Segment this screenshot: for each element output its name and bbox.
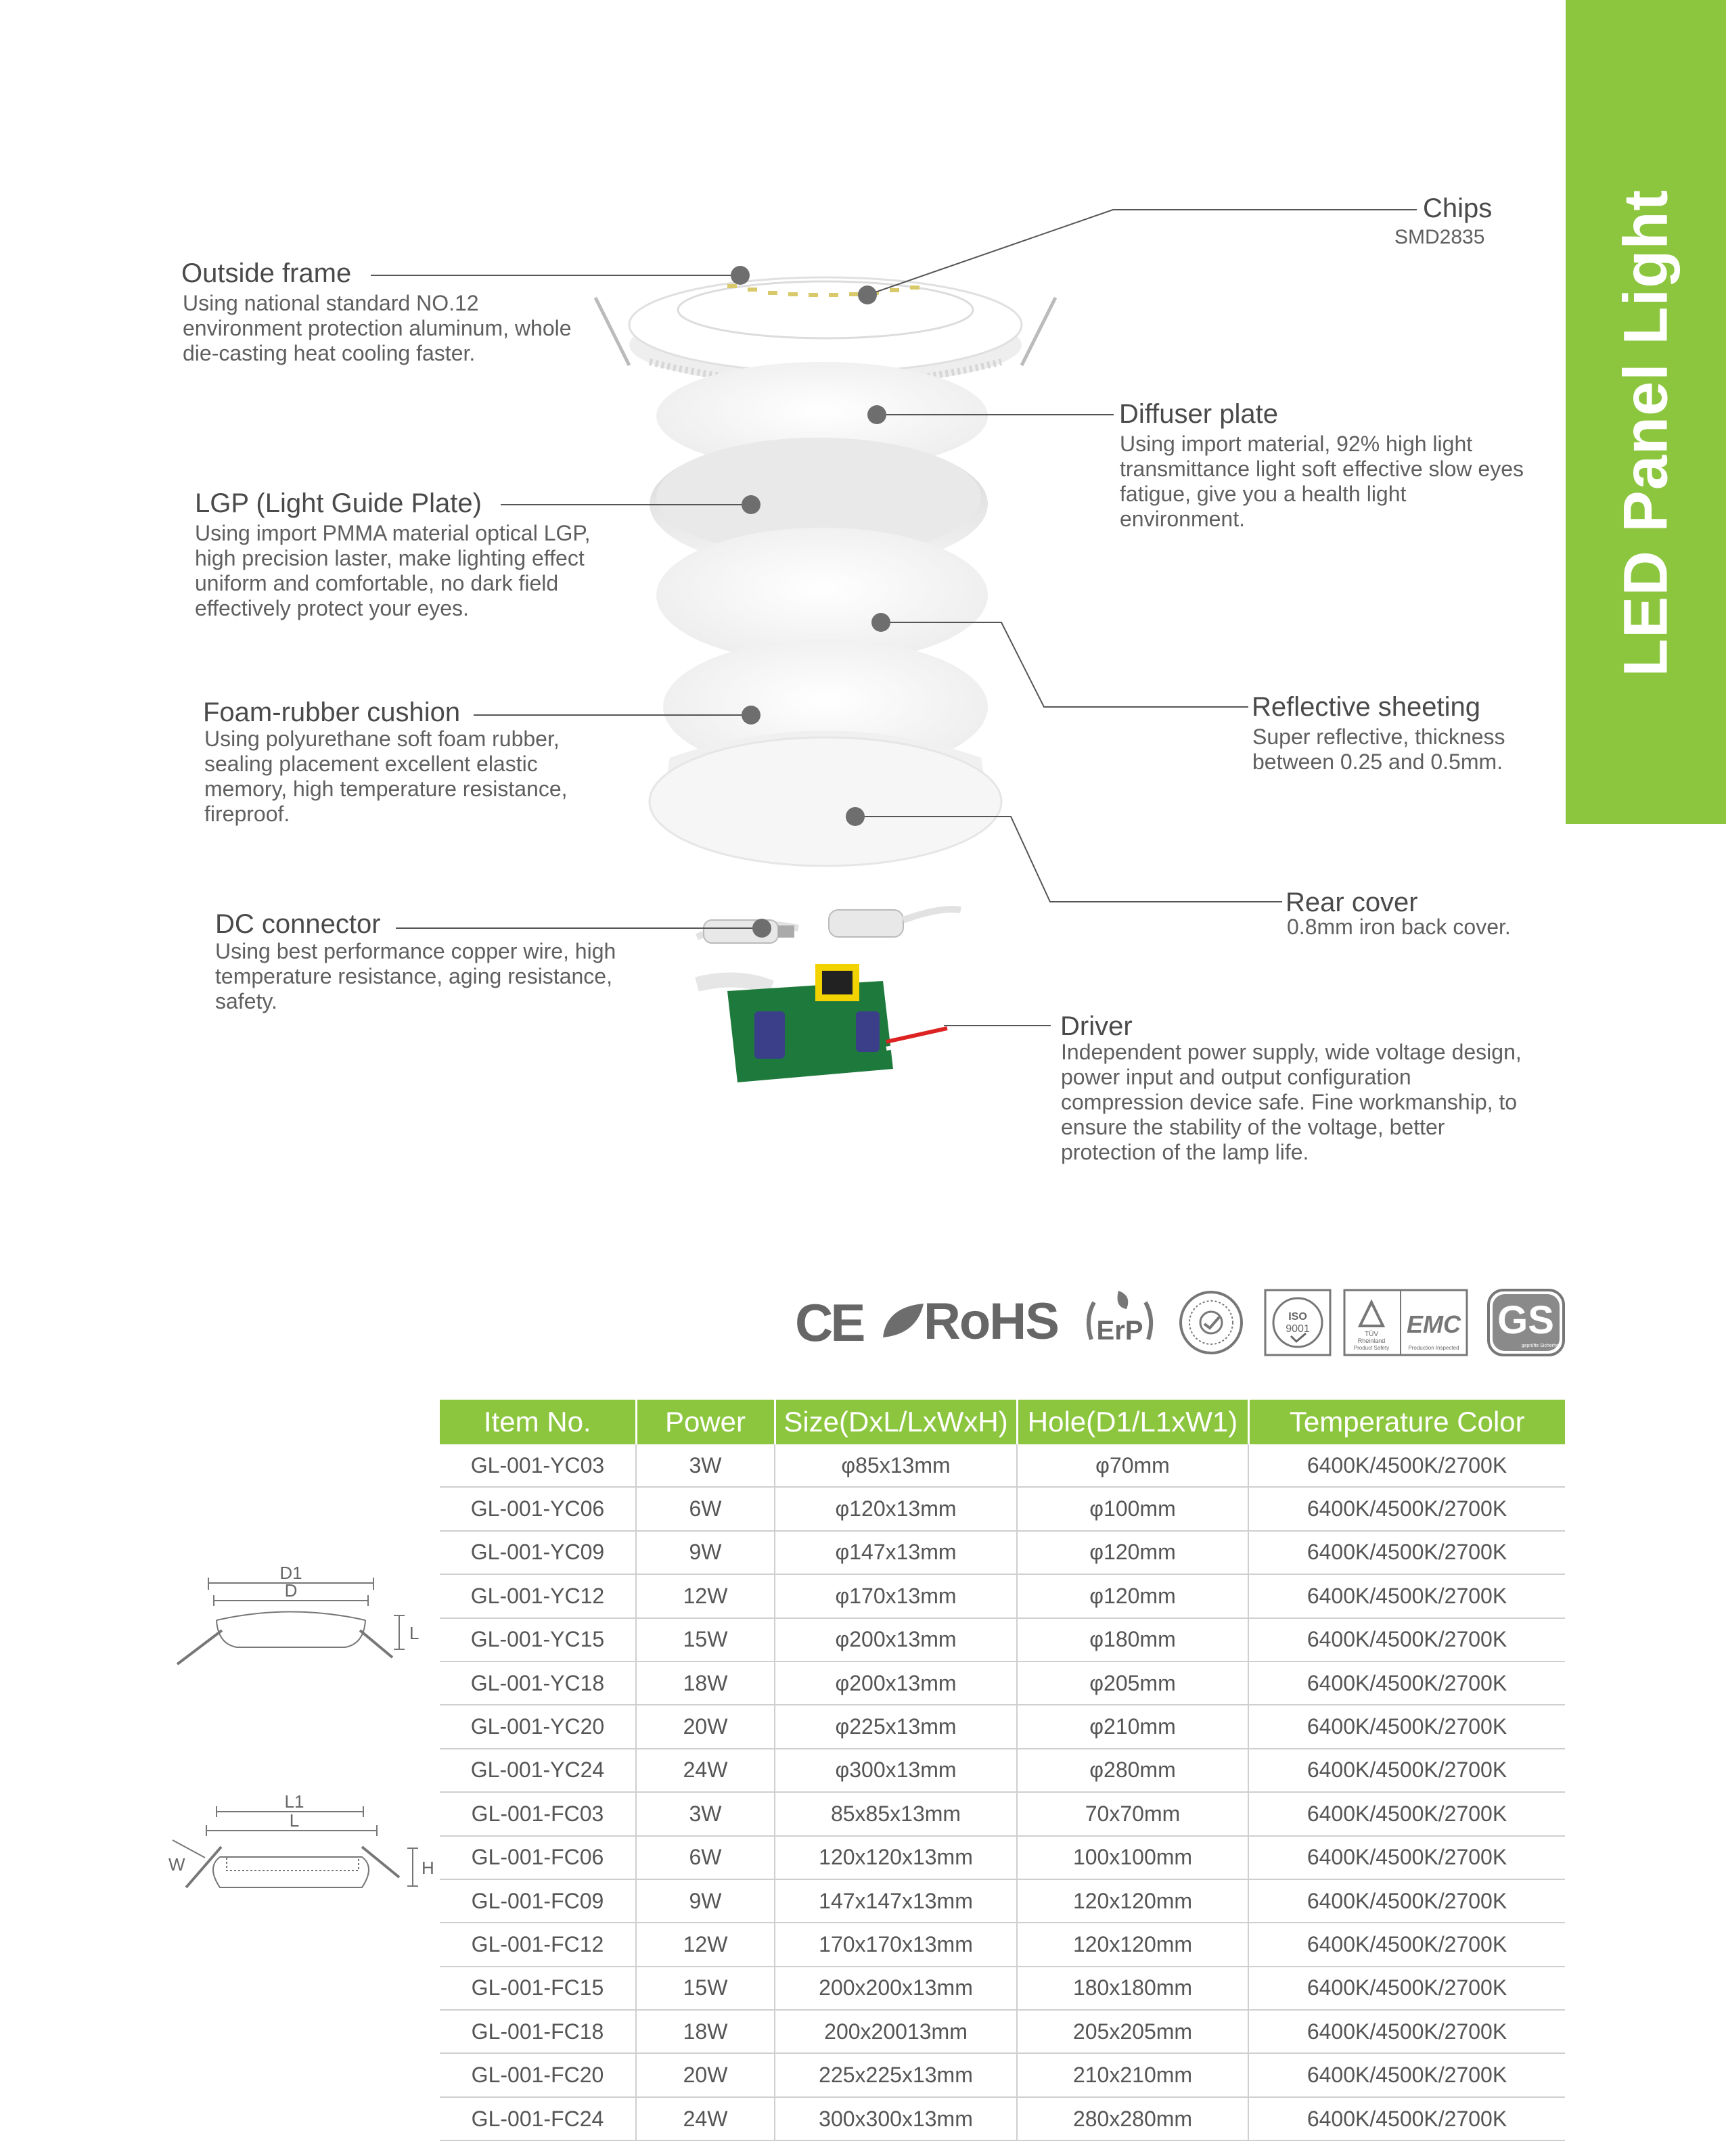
hole-cell: 70x70mm bbox=[1017, 1792, 1248, 1835]
size-cell: φ225x13mm bbox=[775, 1705, 1017, 1748]
power-cell: 18W bbox=[636, 1661, 775, 1705]
chips-title: Chips bbox=[1423, 193, 1493, 223]
rear-cover-part bbox=[650, 731, 1001, 866]
square-w-label: W bbox=[168, 1854, 185, 1875]
hole-cell: 120x120mm bbox=[1017, 1879, 1248, 1923]
item-no-cell: GL-001-YC18 bbox=[440, 1661, 636, 1705]
size-cell: φ200x13mm bbox=[775, 1618, 1017, 1661]
iso-num-text: 9001 bbox=[1286, 1323, 1310, 1335]
iso-9001-logo bbox=[1264, 1289, 1332, 1356]
temperature-cell: 6400K/4500K/2700K bbox=[1248, 1705, 1565, 1748]
item-no-cell: GL-001-FC18 bbox=[440, 2010, 636, 2053]
gs-sub-text: geprüfte Sicherheit bbox=[1521, 1344, 1562, 1348]
size-cell: 200x20013mm bbox=[775, 2010, 1017, 2053]
reflective-desc: Super reflective, thickness between 0.25 and 0.5mm. bbox=[1252, 725, 1505, 774]
header-power: Power bbox=[636, 1400, 775, 1444]
dc-connector-part bbox=[697, 909, 961, 943]
item-no-cell: GL-001-YC20 bbox=[440, 1705, 636, 1748]
rear-cover-title: Rear cover bbox=[1286, 888, 1418, 917]
size-cell: φ147x13mm bbox=[775, 1531, 1017, 1574]
driver-desc: Independent power supply, wide voltage design, power input and output configuration compression device safe. Fine workmanship, to ensure the stability of the voltage, better protection of the lamp life. bbox=[1061, 1040, 1522, 1164]
round-l-label: L bbox=[409, 1623, 419, 1643]
table-row bbox=[440, 1792, 1565, 1835]
lgp-title: LGP (Light Guide Plate) bbox=[195, 488, 482, 518]
item-no-cell: GL-001-YC06 bbox=[440, 1487, 636, 1530]
table-row bbox=[440, 1923, 1565, 1966]
item-no-cell: GL-001-FC15 bbox=[440, 1967, 636, 2010]
hole-cell: φ180mm bbox=[1017, 1618, 1248, 1661]
power-cell: 20W bbox=[636, 1705, 775, 1748]
outside-frame-desc: Using national standard NO.12 environment protection aluminum, whole die-casting heat cooling faster. bbox=[183, 291, 572, 365]
spec-table bbox=[440, 1400, 1565, 2141]
tuv-text-3: Product Safety bbox=[1353, 1345, 1390, 1351]
rohs-leaf-icon bbox=[880, 1300, 927, 1342]
table-header-row bbox=[440, 1400, 1565, 1444]
hole-cell: φ120mm bbox=[1017, 1574, 1248, 1618]
power-cell: 9W bbox=[636, 1531, 775, 1574]
power-cell: 3W bbox=[636, 1792, 775, 1835]
temperature-cell: 6400K/4500K/2700K bbox=[1248, 1923, 1565, 1966]
hole-cell: 210x210mm bbox=[1017, 2053, 1248, 2096]
item-no-cell: GL-001-YC12 bbox=[440, 1574, 636, 1618]
header-hole: Hole(D1/L1xW1) bbox=[1017, 1400, 1248, 1444]
lgp-desc: Using import PMMA material optical LGP, high precision laster, make lighting effect uniform and comfortable, no dark field effectively protect your eyes. bbox=[195, 521, 591, 620]
tuv-text-2: Rheinland bbox=[1357, 1337, 1386, 1344]
tuv-text-1: TÜV bbox=[1365, 1331, 1378, 1338]
seal-logo bbox=[1177, 1289, 1245, 1356]
size-cell: 120x120x13mm bbox=[775, 1836, 1017, 1879]
temperature-cell: 6400K/4500K/2700K bbox=[1248, 1792, 1565, 1835]
rohs-logo: RoHS bbox=[924, 1293, 1058, 1350]
table-row bbox=[440, 1749, 1565, 1792]
table-row bbox=[440, 1531, 1565, 1574]
driver-part bbox=[697, 964, 951, 1082]
table-row bbox=[440, 1618, 1565, 1661]
table-row bbox=[440, 1705, 1565, 1748]
header-temperature: Temperature Color bbox=[1248, 1400, 1565, 1444]
tuv-emc-logo bbox=[1343, 1289, 1468, 1356]
size-cell: 147x147x13mm bbox=[775, 1879, 1017, 1923]
size-cell: 225x225x13mm bbox=[775, 2053, 1017, 2096]
item-no-cell: GL-001-FC06 bbox=[440, 1836, 636, 1879]
temperature-cell: 6400K/4500K/2700K bbox=[1248, 1749, 1565, 1792]
hole-cell: 180x180mm bbox=[1017, 1967, 1248, 2010]
item-no-cell: GL-001-FC09 bbox=[440, 1879, 636, 1923]
temperature-cell: 6400K/4500K/2700K bbox=[1248, 2010, 1565, 2053]
power-cell: 24W bbox=[636, 1749, 775, 1792]
size-cell: φ170x13mm bbox=[775, 1574, 1017, 1618]
item-no-cell: GL-001-YC09 bbox=[440, 1531, 636, 1574]
header-item-no: Item No. bbox=[440, 1400, 636, 1444]
item-no-cell: GL-001-YC03 bbox=[440, 1444, 636, 1487]
size-cell: φ200x13mm bbox=[775, 1661, 1017, 1705]
size-cell: 170x170x13mm bbox=[775, 1923, 1017, 1966]
power-cell: 15W bbox=[636, 1967, 775, 2010]
hole-cell: φ120mm bbox=[1017, 1531, 1248, 1574]
reflective-title: Reflective sheeting bbox=[1252, 692, 1480, 722]
power-cell: 20W bbox=[636, 2053, 775, 2096]
round-d-label: D bbox=[284, 1580, 298, 1601]
table-row bbox=[440, 2053, 1565, 2096]
hole-cell: 120x120mm bbox=[1017, 1923, 1248, 1966]
hole-cell: 100x100mm bbox=[1017, 1836, 1248, 1879]
power-cell: 12W bbox=[636, 1574, 775, 1618]
temperature-cell: 6400K/4500K/2700K bbox=[1248, 1487, 1565, 1530]
square-h-label: H bbox=[422, 1858, 434, 1878]
side-tab bbox=[1566, 0, 1726, 824]
emc-text: EMC bbox=[1407, 1310, 1461, 1338]
power-cell: 12W bbox=[636, 1923, 775, 1966]
power-cell: 6W bbox=[636, 1836, 775, 1879]
size-cell: 85x85x13mm bbox=[775, 1792, 1017, 1835]
temperature-cell: 6400K/4500K/2700K bbox=[1248, 1531, 1565, 1574]
power-cell: 3W bbox=[636, 1444, 775, 1487]
side-title: LED Panel Light bbox=[1611, 189, 1680, 677]
temperature-cell: 6400K/4500K/2700K bbox=[1248, 1967, 1565, 2010]
iso-top-text: ISO bbox=[1288, 1311, 1307, 1323]
driver-title: Driver bbox=[1060, 1011, 1133, 1041]
size-cell: φ120x13mm bbox=[775, 1487, 1017, 1530]
foam-desc: Using polyurethane soft foam rubber, sealing placement excellent elastic memory, high temperature resistance, fireproof. bbox=[204, 727, 568, 826]
hole-cell: φ205mm bbox=[1017, 1661, 1248, 1705]
temperature-cell: 6400K/4500K/2700K bbox=[1248, 1836, 1565, 1879]
table-row bbox=[440, 1879, 1565, 1923]
table-row bbox=[440, 2010, 1565, 2053]
diffuser-title: Diffuser plate bbox=[1119, 399, 1278, 429]
hole-cell: φ70mm bbox=[1017, 1444, 1248, 1487]
table-row bbox=[440, 1836, 1565, 1879]
table-row bbox=[440, 1487, 1565, 1530]
square-l-label: L bbox=[289, 1810, 300, 1831]
item-no-cell: GL-001-YC24 bbox=[440, 1749, 636, 1792]
table-row bbox=[440, 1661, 1565, 1705]
header-size: Size(DxL/LxWxH) bbox=[775, 1400, 1017, 1444]
hole-cell: 280x280mm bbox=[1017, 2097, 1248, 2140]
chips-sub: SMD2835 bbox=[1394, 226, 1485, 248]
power-cell: 15W bbox=[636, 1618, 775, 1661]
temperature-cell: 6400K/4500K/2700K bbox=[1248, 1879, 1565, 1923]
rear-cover-desc: 0.8mm iron back cover. bbox=[1287, 915, 1511, 939]
square-panel-diagram bbox=[159, 1793, 443, 1914]
temperature-cell: 6400K/4500K/2700K bbox=[1248, 2053, 1565, 2096]
tuv-text-4: Production Inspected bbox=[1408, 1345, 1459, 1351]
foam-title: Foam-rubber cushion bbox=[203, 697, 461, 727]
square-l1-label: L1 bbox=[284, 1793, 304, 1812]
item-no-cell: GL-001-FC12 bbox=[440, 1923, 636, 1966]
outside-frame-title: Outside frame bbox=[181, 258, 352, 288]
power-cell: 9W bbox=[636, 1879, 775, 1923]
erp-logo bbox=[1079, 1285, 1160, 1360]
gs-text: GS bbox=[1497, 1298, 1554, 1342]
temperature-cell: 6400K/4500K/2700K bbox=[1248, 2097, 1565, 2140]
item-no-cell: GL-001-FC20 bbox=[440, 2053, 636, 2096]
item-no-cell: GL-001-YC15 bbox=[440, 1618, 636, 1661]
temperature-cell: 6400K/4500K/2700K bbox=[1248, 1661, 1565, 1705]
item-no-cell: GL-001-FC03 bbox=[440, 1792, 636, 1835]
size-cell: 200x200x13mm bbox=[775, 1967, 1017, 2010]
table-row bbox=[440, 1967, 1565, 2010]
size-cell: 300x300x13mm bbox=[775, 2097, 1017, 2140]
temperature-cell: 6400K/4500K/2700K bbox=[1248, 1618, 1565, 1661]
dc-connector-title: DC connector bbox=[215, 909, 381, 939]
erp-logo-text: ErP bbox=[1096, 1316, 1143, 1346]
ce-logo: CE bbox=[795, 1293, 863, 1352]
size-cell: φ85x13mm bbox=[775, 1444, 1017, 1487]
gs-logo bbox=[1487, 1289, 1565, 1356]
table-row bbox=[440, 1444, 1565, 1487]
hole-cell: 205x205mm bbox=[1017, 2010, 1248, 2053]
table-row bbox=[440, 1574, 1565, 1618]
power-cell: 18W bbox=[636, 2010, 775, 2053]
round-d1-label: D1 bbox=[279, 1563, 302, 1583]
hole-cell: φ210mm bbox=[1017, 1705, 1248, 1748]
table-row bbox=[440, 2097, 1565, 2140]
size-cell: φ300x13mm bbox=[775, 1749, 1017, 1792]
temperature-cell: 6400K/4500K/2700K bbox=[1248, 1444, 1565, 1487]
table-body bbox=[440, 1444, 1565, 2140]
hole-cell: φ100mm bbox=[1017, 1487, 1248, 1530]
item-no-cell: GL-001-FC24 bbox=[440, 2097, 636, 2140]
power-cell: 24W bbox=[636, 2097, 775, 2140]
hole-cell: φ280mm bbox=[1017, 1749, 1248, 1792]
temperature-cell: 6400K/4500K/2700K bbox=[1248, 1574, 1565, 1618]
diffuser-desc: Using import material, 92% high light transmittance light soft effective slow eyes fatigue, give you a health light environment. bbox=[1120, 432, 1524, 531]
power-cell: 6W bbox=[636, 1487, 775, 1530]
dc-connector-desc: Using best performance copper wire, high temperature resistance, aging resistance, safety. bbox=[215, 939, 616, 1013]
round-panel-diagram bbox=[169, 1563, 426, 1684]
